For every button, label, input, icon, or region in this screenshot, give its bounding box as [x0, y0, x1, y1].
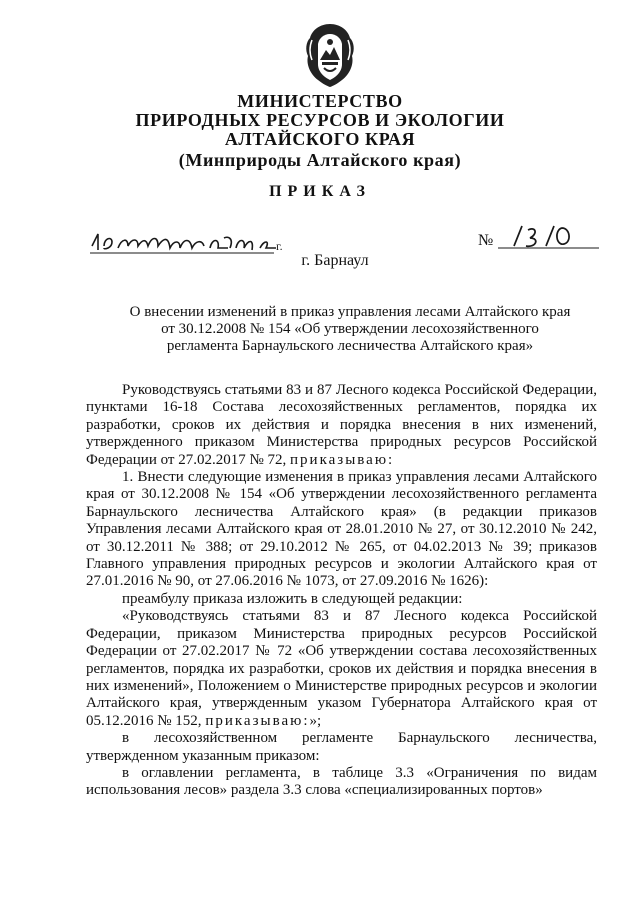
subject-line: от 30.12.2008 № 154 «Об утверждении лесохозяйственного [161, 321, 539, 337]
order-subject [80, 304, 620, 355]
header-line: МИНИСТЕРСТВО [237, 91, 403, 111]
coat-of-arms-emblem [300, 20, 360, 90]
header-line: (Минприроды Алтайского края) [178, 150, 462, 170]
header-line: ПРИРОДНЫХ РЕСУРСОВ И ЭКОЛОГИИ [135, 110, 505, 130]
body-paragraph: 1. Внести следующие изменения в приказ управления лесами Алтайского края от 30.12.2008 № 154 «Об утверждении лесохозяйственного регламента Барнаульского лесничества Алтайского края» (в редакции приказов Управления лесами Алтайского края от 28.01.2010 № 27, от 30.12.2010 № 242, от 30.12.2011 № 388; от 29.10.2012 № 265, от 04.02.2013 № 39; приказов Главного управления природных ресурсов и экологии Алтайского края от 27.01.2016 № 90, от 27.06.2016 № 1073, от 27.09.2016 № 1626): [86, 469, 597, 590]
body-paragraph [86, 608, 597, 730]
handwritten-order-number [496, 220, 601, 254]
body-paragraph: преамбулу приказа изложить в следующей редакции: [122, 590, 463, 607]
paragraph-end: »; [309, 712, 322, 729]
order-keyword: приказываю: [205, 712, 310, 729]
subject-line: О внесении изменений в приказ управления лесами Алтайского края [129, 304, 571, 320]
paragraph-text: «Руководствуясь статьями 83 и 87 Лесного кодекса Российской Федерации, приказом Министерства природных ресурсов Российской Федерации от 27.02.2017 № 72 «Об утверждении состава лесохозяйственных регламентов, порядка их разработки, сроков их действия и порядка внесения в них изменений», Положением о Министерстве природных ресурсов и экологии Алтайского края, утвержденным указом Губернатора Алтайского края от 05.12.2016 № 152, [86, 608, 597, 729]
body-paragraph [86, 382, 597, 469]
order-number-label: № [478, 232, 494, 249]
paragraph-text: Руководствуясь статьями 83 и 87 Лесного кодекса Российской Федерации, пунктами 16-18 Состава лесохозяйственных регламентов, порядка их разработки, сроков их действия и порядка внесения в них изменений, утвержденного приказом Министерства природных ресурсов Российской Федерации от 27.02.2017 № 72, [86, 382, 597, 468]
svg-text:г.: г. [276, 239, 283, 253]
header-line: АЛТАЙСКОГО КРАЯ [224, 129, 416, 149]
order-title: ПРИКАЗ [269, 183, 371, 200]
order-keyword: приказываю: [290, 451, 395, 468]
body-paragraph: в лесохозяйственном регламенте Барнаульского лесничества, утвержденном указанным приказом: [86, 730, 597, 764]
ministry-header [0, 92, 640, 170]
order-body [86, 382, 597, 800]
subject-line: регламента Барнаульского лесничества Алтайского края» [166, 338, 534, 354]
body-paragraph: в оглавлении регламента, в таблице 3.3 «Ограничения по видам использования лесов» раздела 3.3 слова «специализированных портов» [86, 764, 597, 799]
city-line: г. Барнаул [301, 252, 369, 269]
